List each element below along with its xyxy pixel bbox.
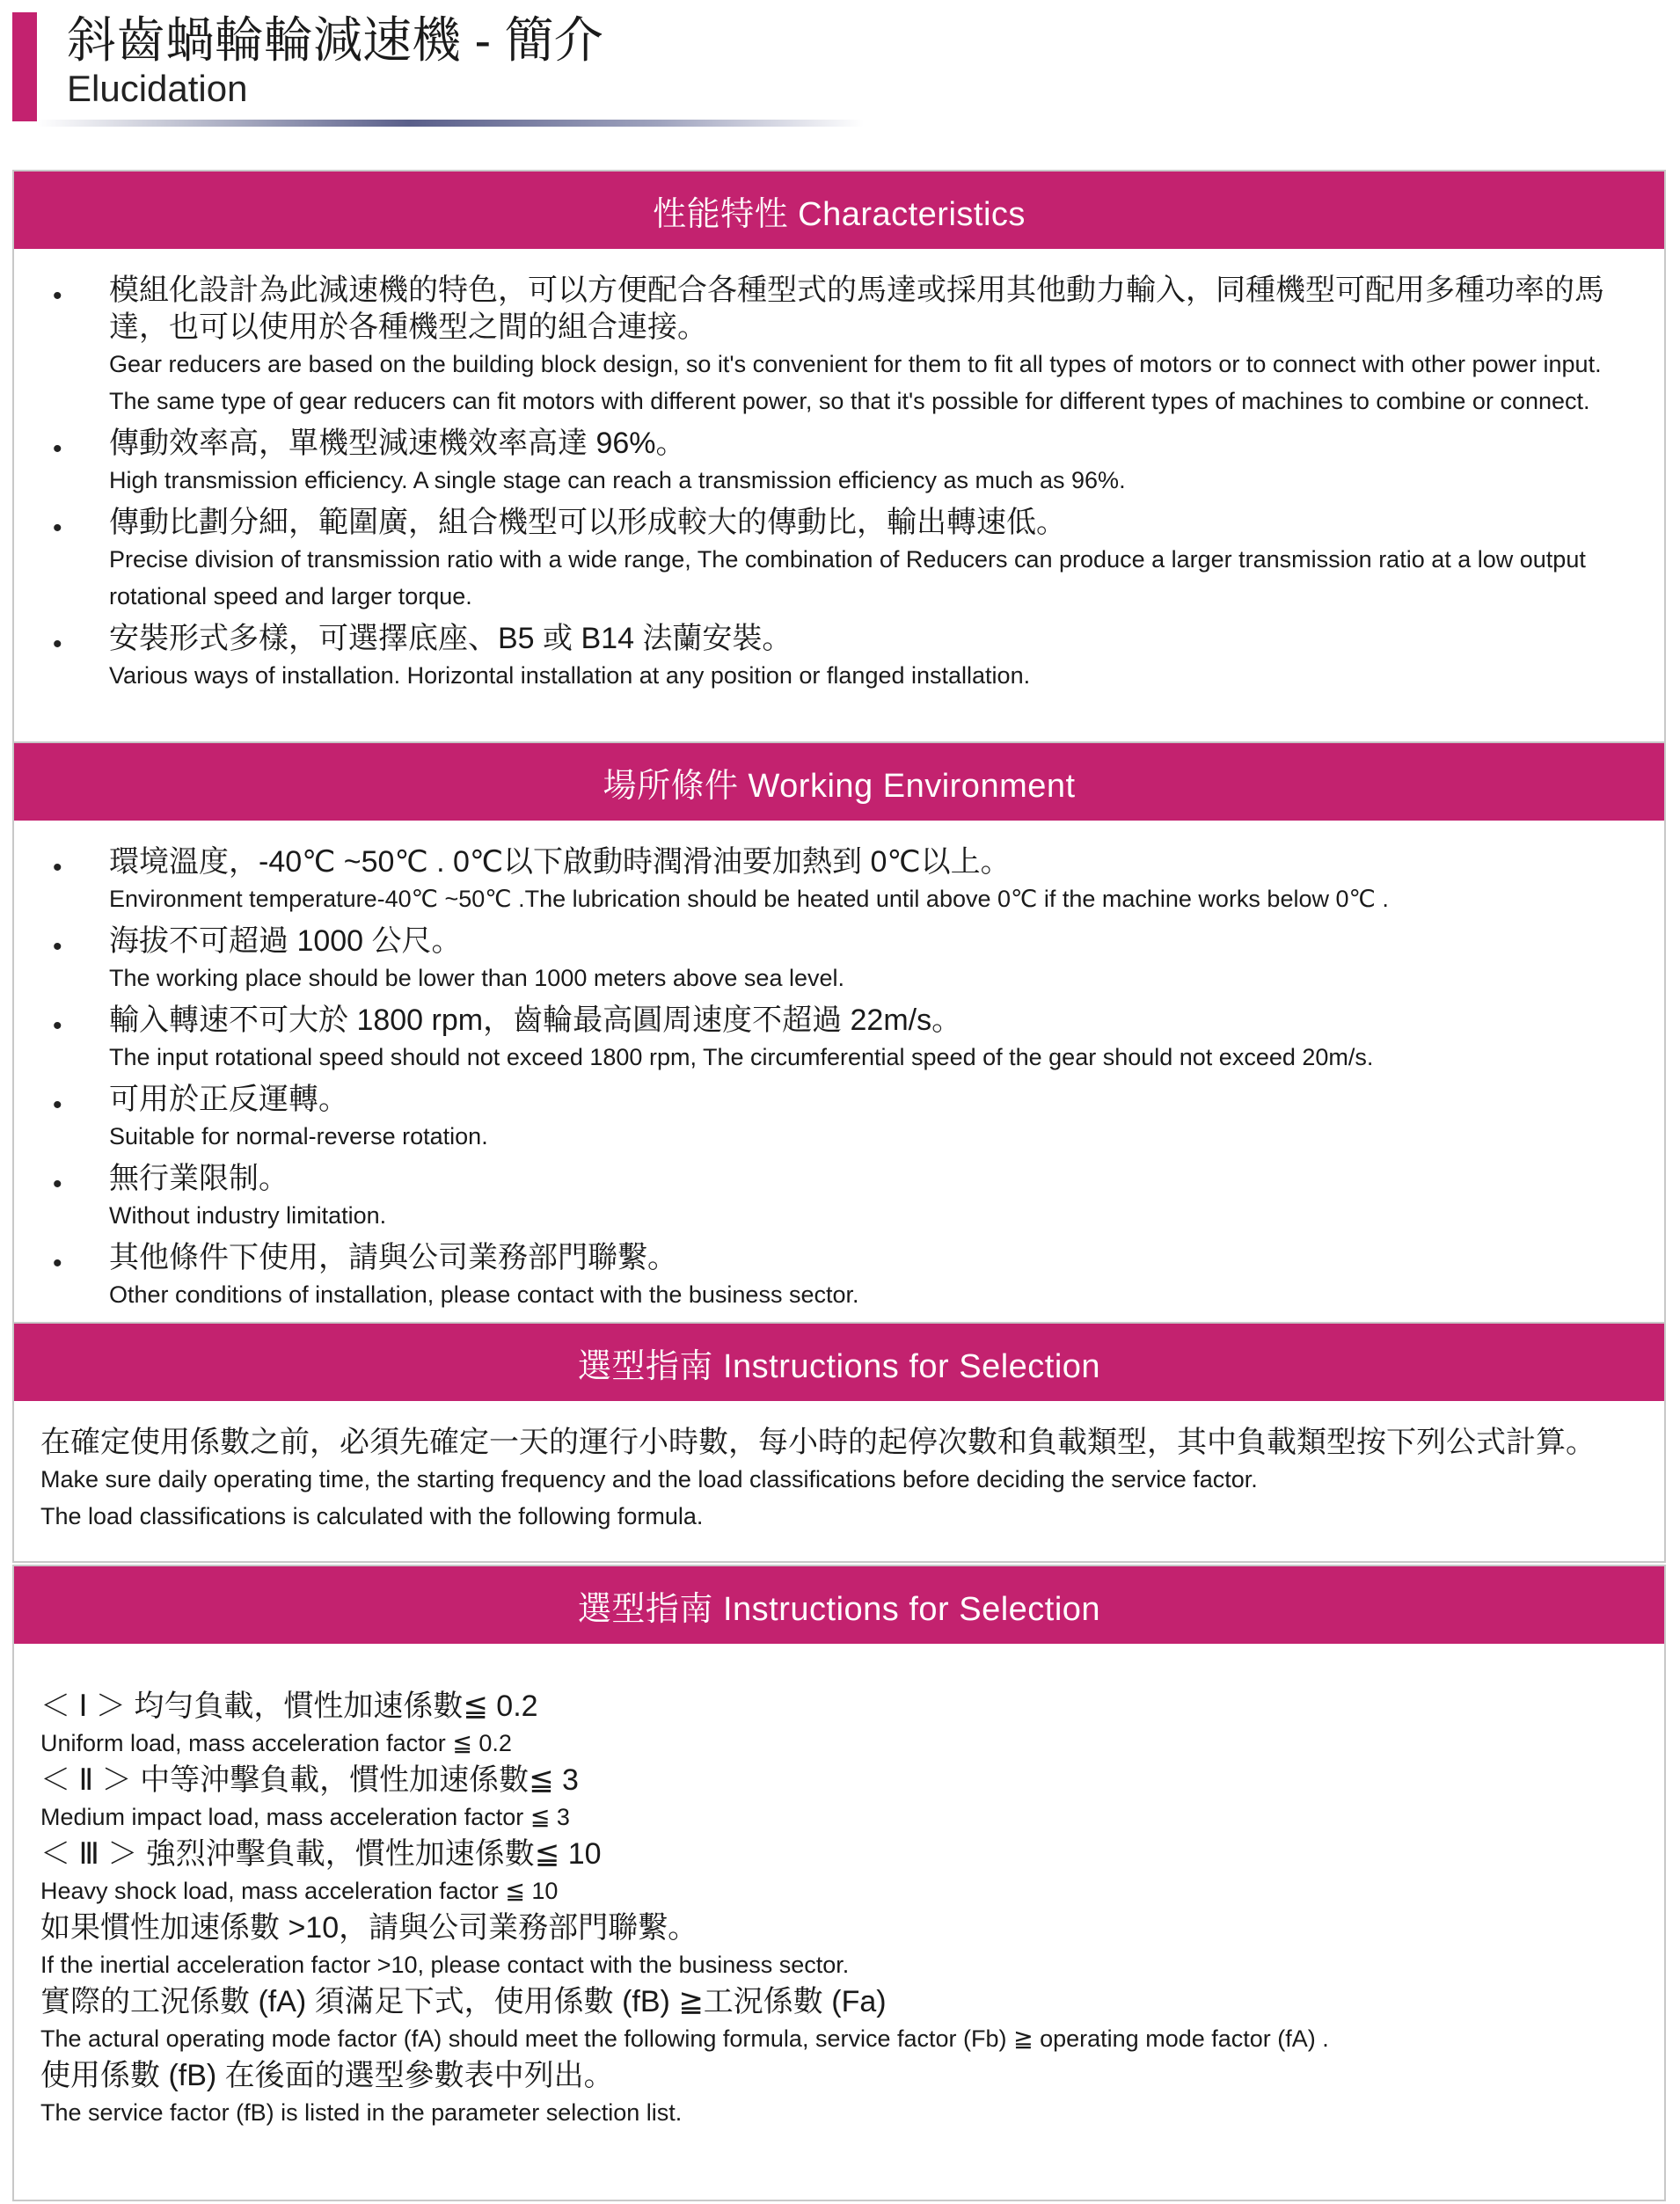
list-item (40, 1160, 1638, 1234)
environment-panel (12, 743, 1666, 1324)
bullet-icon: • (53, 1011, 62, 1040)
page-title-block (12, 5, 980, 128)
item-en: Various ways of installation. Horizontal installation at any position or flanged installation. (109, 662, 1031, 689)
title-underline (37, 120, 864, 127)
load-class-zh: ＜ Ⅱ ＞ 中等沖擊負載，慣性加速係數≦ 3 (40, 1763, 579, 1797)
list-item (40, 1239, 1638, 1313)
list-item (40, 504, 1638, 615)
list-item (40, 923, 1638, 996)
item-zh: 可用於正反運轉。 (109, 1083, 348, 1116)
formula-zh: 實際的工況係數 (fA) 須滿足下式，使用係數 (fB) ≧工況係數 (Fa) (40, 1985, 887, 2018)
list-item (40, 620, 1638, 694)
item-zh: 傳動效率高，單機型減速機效率高達 96%。 (109, 427, 686, 460)
selection-intro-panel (12, 1324, 1666, 1563)
formula-en: The actural operating mode factor (fA) should meet the following formula, service factor (Fb) ≧ operating mode factor (fA) . (40, 2025, 1329, 2052)
load-class-en: Uniform load, mass acceleration factor ≦ 0.2 (40, 1730, 512, 1756)
bullet-icon: • (53, 1249, 62, 1278)
load-class-en: Heavy shock load, mass acceleration factor ≦ 10 (40, 1878, 559, 1904)
environment-header: 場所條件 Working Environment (14, 743, 1664, 821)
item-zh: 安裝形式多樣，可選擇底座、B5 或 B14 法蘭安裝。 (109, 622, 793, 655)
page-title: 斜齒蝸輪輪減速機 - 簡介 (67, 12, 603, 68)
list-item (40, 425, 1638, 499)
item-zh: 模組化設計為此減速機的特色，可以方便配合各種型式的馬達或採用其他動力輸入，同種機型可配用多種功率的馬達，也可以使用於各種機型之間的組合連接。 (109, 274, 1604, 344)
selection-formula-panel (12, 1565, 1666, 2201)
bullet-icon: • (53, 853, 62, 882)
contact-note-en: If the inertial acceleration factor >10, please contact with the business sector. (40, 1952, 850, 1978)
list-item (40, 843, 1638, 917)
item-en: Gear reducers are based on the building block design, so it's convenient for them to fit all types of motors or to connect with other power input. The same type of gear reducers can fit motors with different power, so that it's possible for different types of machines to combine or connect. (109, 351, 1602, 414)
list-item (40, 272, 1638, 420)
load-class-zh: ＜ Ⅰ ＞ 均勻負載，慣性加速係數≦ 0.2 (40, 1689, 538, 1723)
list-item (40, 1002, 1638, 1076)
item-en: Suitable for normal-reverse rotation. (109, 1123, 488, 1149)
selection-intro-en-2: The load classifications is calculated with the following formula. (40, 1503, 704, 1529)
item-en: The working place should be lower than 1000 meters above sea level. (109, 965, 844, 991)
item-en: Without industry limitation. (109, 1202, 387, 1229)
item-zh: 環境溫度，-40℃ ~50℃ . 0℃以下啟動時潤滑油要加熱到 0℃以上。 (109, 845, 1011, 879)
bullet-icon: • (53, 630, 62, 659)
selection-intro-header: 選型指南 Instructions for Selection (14, 1324, 1664, 1401)
item-en: Precise division of transmission ratio with a wide range, The combination of Reducers can produce a larger transmission ratio at a low output rotational speed and larger torque. (109, 546, 1586, 609)
item-zh: 海拔不可超過 1000 公尺。 (109, 924, 462, 958)
item-zh: 無行業限制。 (109, 1162, 289, 1195)
item-zh: 輸入轉速不可大於 1800 rpm，齒輪最高圓周速度不超過 22m/s。 (109, 1003, 962, 1037)
service-factor-note-zh: 使用係數 (fB) 在後面的選型參數表中列出。 (40, 2059, 614, 2092)
title-accent-bar (12, 12, 37, 121)
contact-note-zh: 如果慣性加速係數 >10，請與公司業務部門聯繫。 (40, 1911, 698, 1945)
selection-intro-zh: 在確定使用係數之前，必須先確定一天的運行小時數，每小時的起停次數和負載類型，其中負載類型按下列公式計算。 (40, 1426, 1596, 1459)
bullet-icon: • (53, 1170, 62, 1199)
list-item (40, 1081, 1638, 1155)
characteristics-header: 性能特性 Characteristics (14, 172, 1664, 249)
bullet-icon: • (53, 1091, 62, 1120)
item-zh: 其他條件下使用，請與公司業務部門聯繫。 (109, 1241, 677, 1274)
page-subtitle: Elucidation (67, 68, 248, 109)
item-en: High transmission efficiency. A single stage can reach a transmission efficiency as much as 96%. (109, 467, 1126, 493)
item-en: The input rotational speed should not exceed 1800 rpm, The circumferential speed of the gear should not exceed 20m/s. (109, 1044, 1374, 1070)
bullet-icon: • (53, 434, 62, 463)
characteristics-panel (12, 170, 1666, 743)
item-en: Environment temperature-40℃ ~50℃ .The lubrication should be heated until above 0℃ if the machine works below 0℃ . (109, 886, 1389, 912)
bullet-icon: • (53, 514, 62, 543)
item-en: Other conditions of installation, please contact with the business sector. (109, 1281, 859, 1308)
selection-intro-en-1: Make sure daily operating time, the starting frequency and the load classifications before deciding the service factor. (40, 1466, 1258, 1492)
item-zh: 傳動比劃分細，範圍廣，組合機型可以形成較大的傳動比，輸出轉速低。 (109, 506, 1066, 539)
load-class-zh: ＜ Ⅲ ＞ 強烈沖擊負載，慣性加速係數≦ 10 (40, 1837, 602, 1871)
bullet-icon: • (53, 281, 62, 310)
selection-formula-header: 選型指南 Instructions for Selection (14, 1566, 1664, 1644)
load-class-en: Medium impact load, mass acceleration factor ≦ 3 (40, 1804, 570, 1830)
service-factor-note-en: The service factor (fB) is listed in the parameter selection list. (40, 2099, 683, 2126)
bullet-icon: • (53, 932, 62, 961)
